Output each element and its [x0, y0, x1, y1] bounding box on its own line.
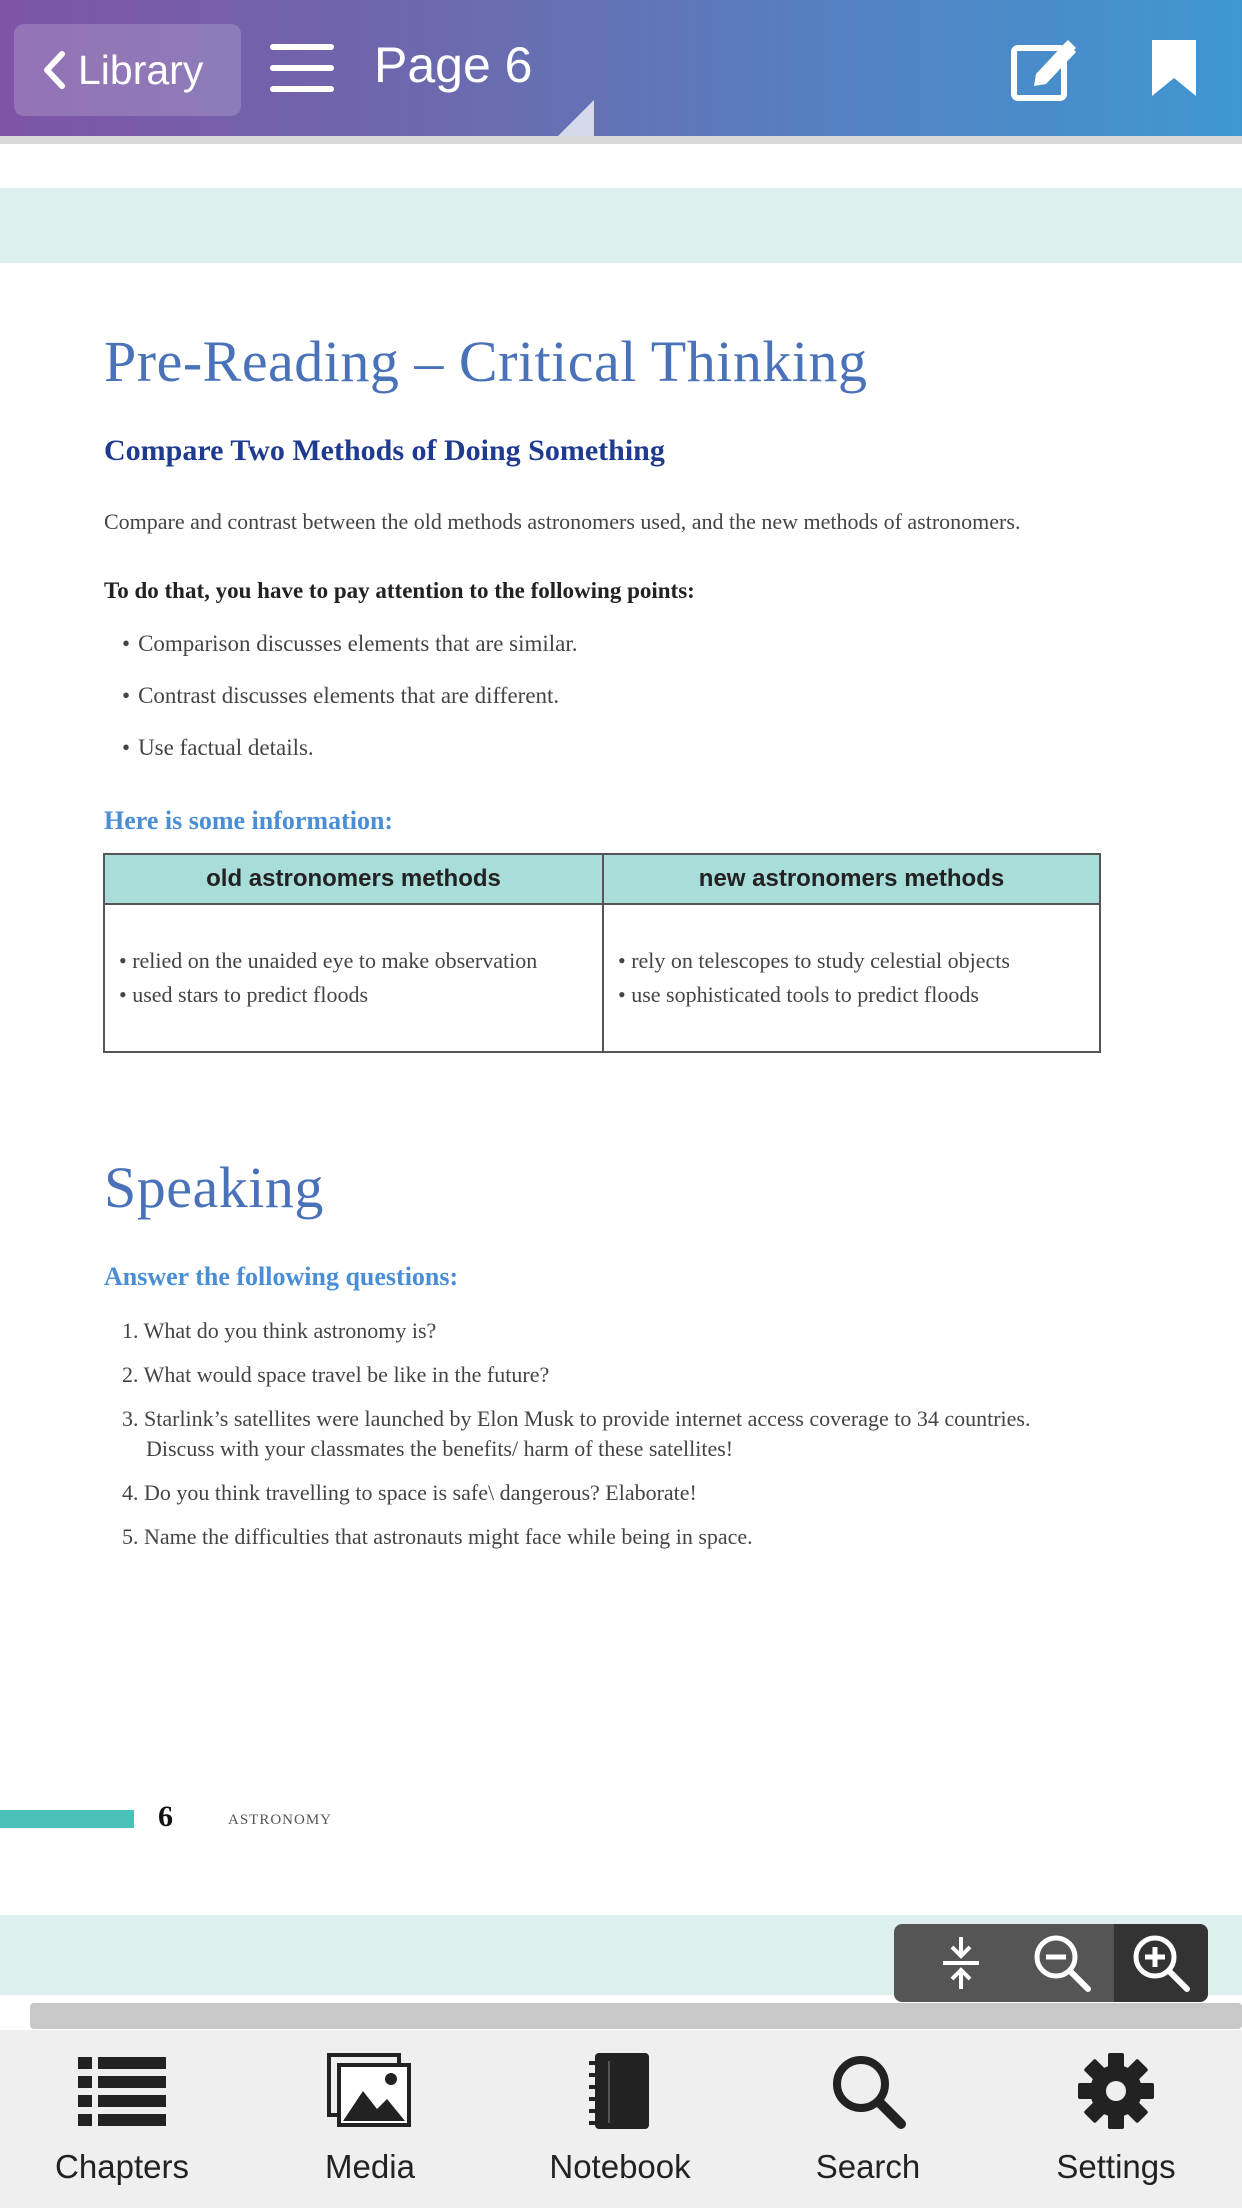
table-header-new: new astronomers methods	[603, 854, 1100, 904]
page-footer-accent	[0, 1810, 134, 1828]
nav-chapters-label: Chapters	[55, 2148, 189, 2185]
back-to-library-button[interactable]	[14, 24, 241, 116]
instruction-text: To do that, you have to pay attention to the following points:	[104, 578, 695, 603]
image-gallery-icon	[327, 2053, 413, 2129]
list-item: • Use factual details.	[122, 732, 578, 784]
info-heading: Here is some information:	[104, 806, 394, 835]
horizontal-scrollbar[interactable]	[30, 2003, 1242, 2029]
list-item: 2. What would space travel be like in the future?	[122, 1362, 550, 1387]
nav-notebook-label: Notebook	[549, 2148, 691, 2185]
list-item: • use sophisticated tools to predict floods	[618, 980, 1085, 1010]
bookmark-icon[interactable]	[1152, 40, 1196, 96]
list-item: • used stars to predict floods	[119, 980, 588, 1010]
comparison-table	[103, 853, 1101, 1053]
page-top-band	[0, 188, 1242, 263]
page-title: Page 6	[374, 37, 533, 93]
list-item: • Comparison discusses elements that are similar.	[122, 628, 578, 680]
nav-media-label: Media	[325, 2148, 415, 2185]
chevron-left-icon	[42, 50, 66, 90]
section-title: Pre-Reading – Critical Thinking	[104, 329, 868, 394]
zoom-in-button[interactable]	[1114, 1924, 1208, 2002]
questions-list	[122, 1316, 1082, 1566]
nav-search-label: Search	[815, 2148, 921, 2185]
nav-settings-label: Settings	[1056, 2148, 1176, 2185]
nav-chapters-button[interactable]	[22, 2046, 222, 2186]
zoom-in-icon	[1131, 1933, 1191, 1993]
nav-search-button[interactable]	[768, 2046, 968, 2186]
gear-icon	[1076, 2051, 1156, 2131]
notebook-icon	[587, 2051, 653, 2131]
page-footer-label: ASTRONOMY	[228, 1812, 333, 1828]
list-item: 4. Do you think travelling to space is safe\ dangerous? Elaborate!	[122, 1480, 697, 1505]
list-item: 3. Starlink’s satellites were launched by Elon Musk to provide internet access coverage to 34 countries. Discuss with your classmates the benefits/ harm of these satellites!	[122, 1406, 1031, 1461]
list-item: 5. Name the difficulties that astronauts might face while being in space.	[122, 1524, 753, 1549]
list-item: 1. What do you think astronomy is?	[122, 1318, 437, 1343]
page-pointer-icon	[558, 100, 594, 136]
table-cell-new	[603, 904, 1100, 1052]
table-row	[104, 904, 1100, 1052]
points-list	[122, 628, 578, 784]
back-button-label: Library	[78, 46, 204, 93]
toolbar-divider	[0, 136, 1242, 144]
intro-paragraph: Compare and contrast between the old methods astronomers used, and the new methods of astronomers.	[104, 509, 1021, 534]
table-header-old: old astronomers methods	[104, 854, 603, 904]
nav-media-button[interactable]	[270, 2046, 470, 2186]
table-cell-old	[104, 904, 603, 1052]
nav-notebook-button[interactable]	[520, 2046, 720, 2186]
page-number: 6	[158, 1800, 173, 1833]
hamburger-menu-icon[interactable]	[270, 42, 334, 94]
list-item: • Contrast discusses elements that are different.	[122, 680, 578, 732]
search-icon	[829, 2052, 907, 2130]
fit-page-icon	[939, 1935, 983, 1991]
edit-note-icon[interactable]	[1010, 36, 1080, 102]
zoom-out-button[interactable]	[1006, 1924, 1118, 2002]
list-item: • relied on the unaided eye to make observation	[119, 946, 588, 976]
speaking-title: Speaking	[104, 1155, 324, 1220]
list-icon	[78, 2055, 166, 2127]
zoom-out-icon	[1032, 1933, 1092, 1993]
nav-settings-button[interactable]	[1016, 2046, 1216, 2186]
list-item: • rely on telescopes to study celestial objects	[618, 946, 1085, 976]
table-header-row	[104, 854, 1100, 904]
questions-heading: Answer the following questions:	[104, 1262, 459, 1291]
section-subtitle: Compare Two Methods of Doing Something	[104, 434, 665, 467]
